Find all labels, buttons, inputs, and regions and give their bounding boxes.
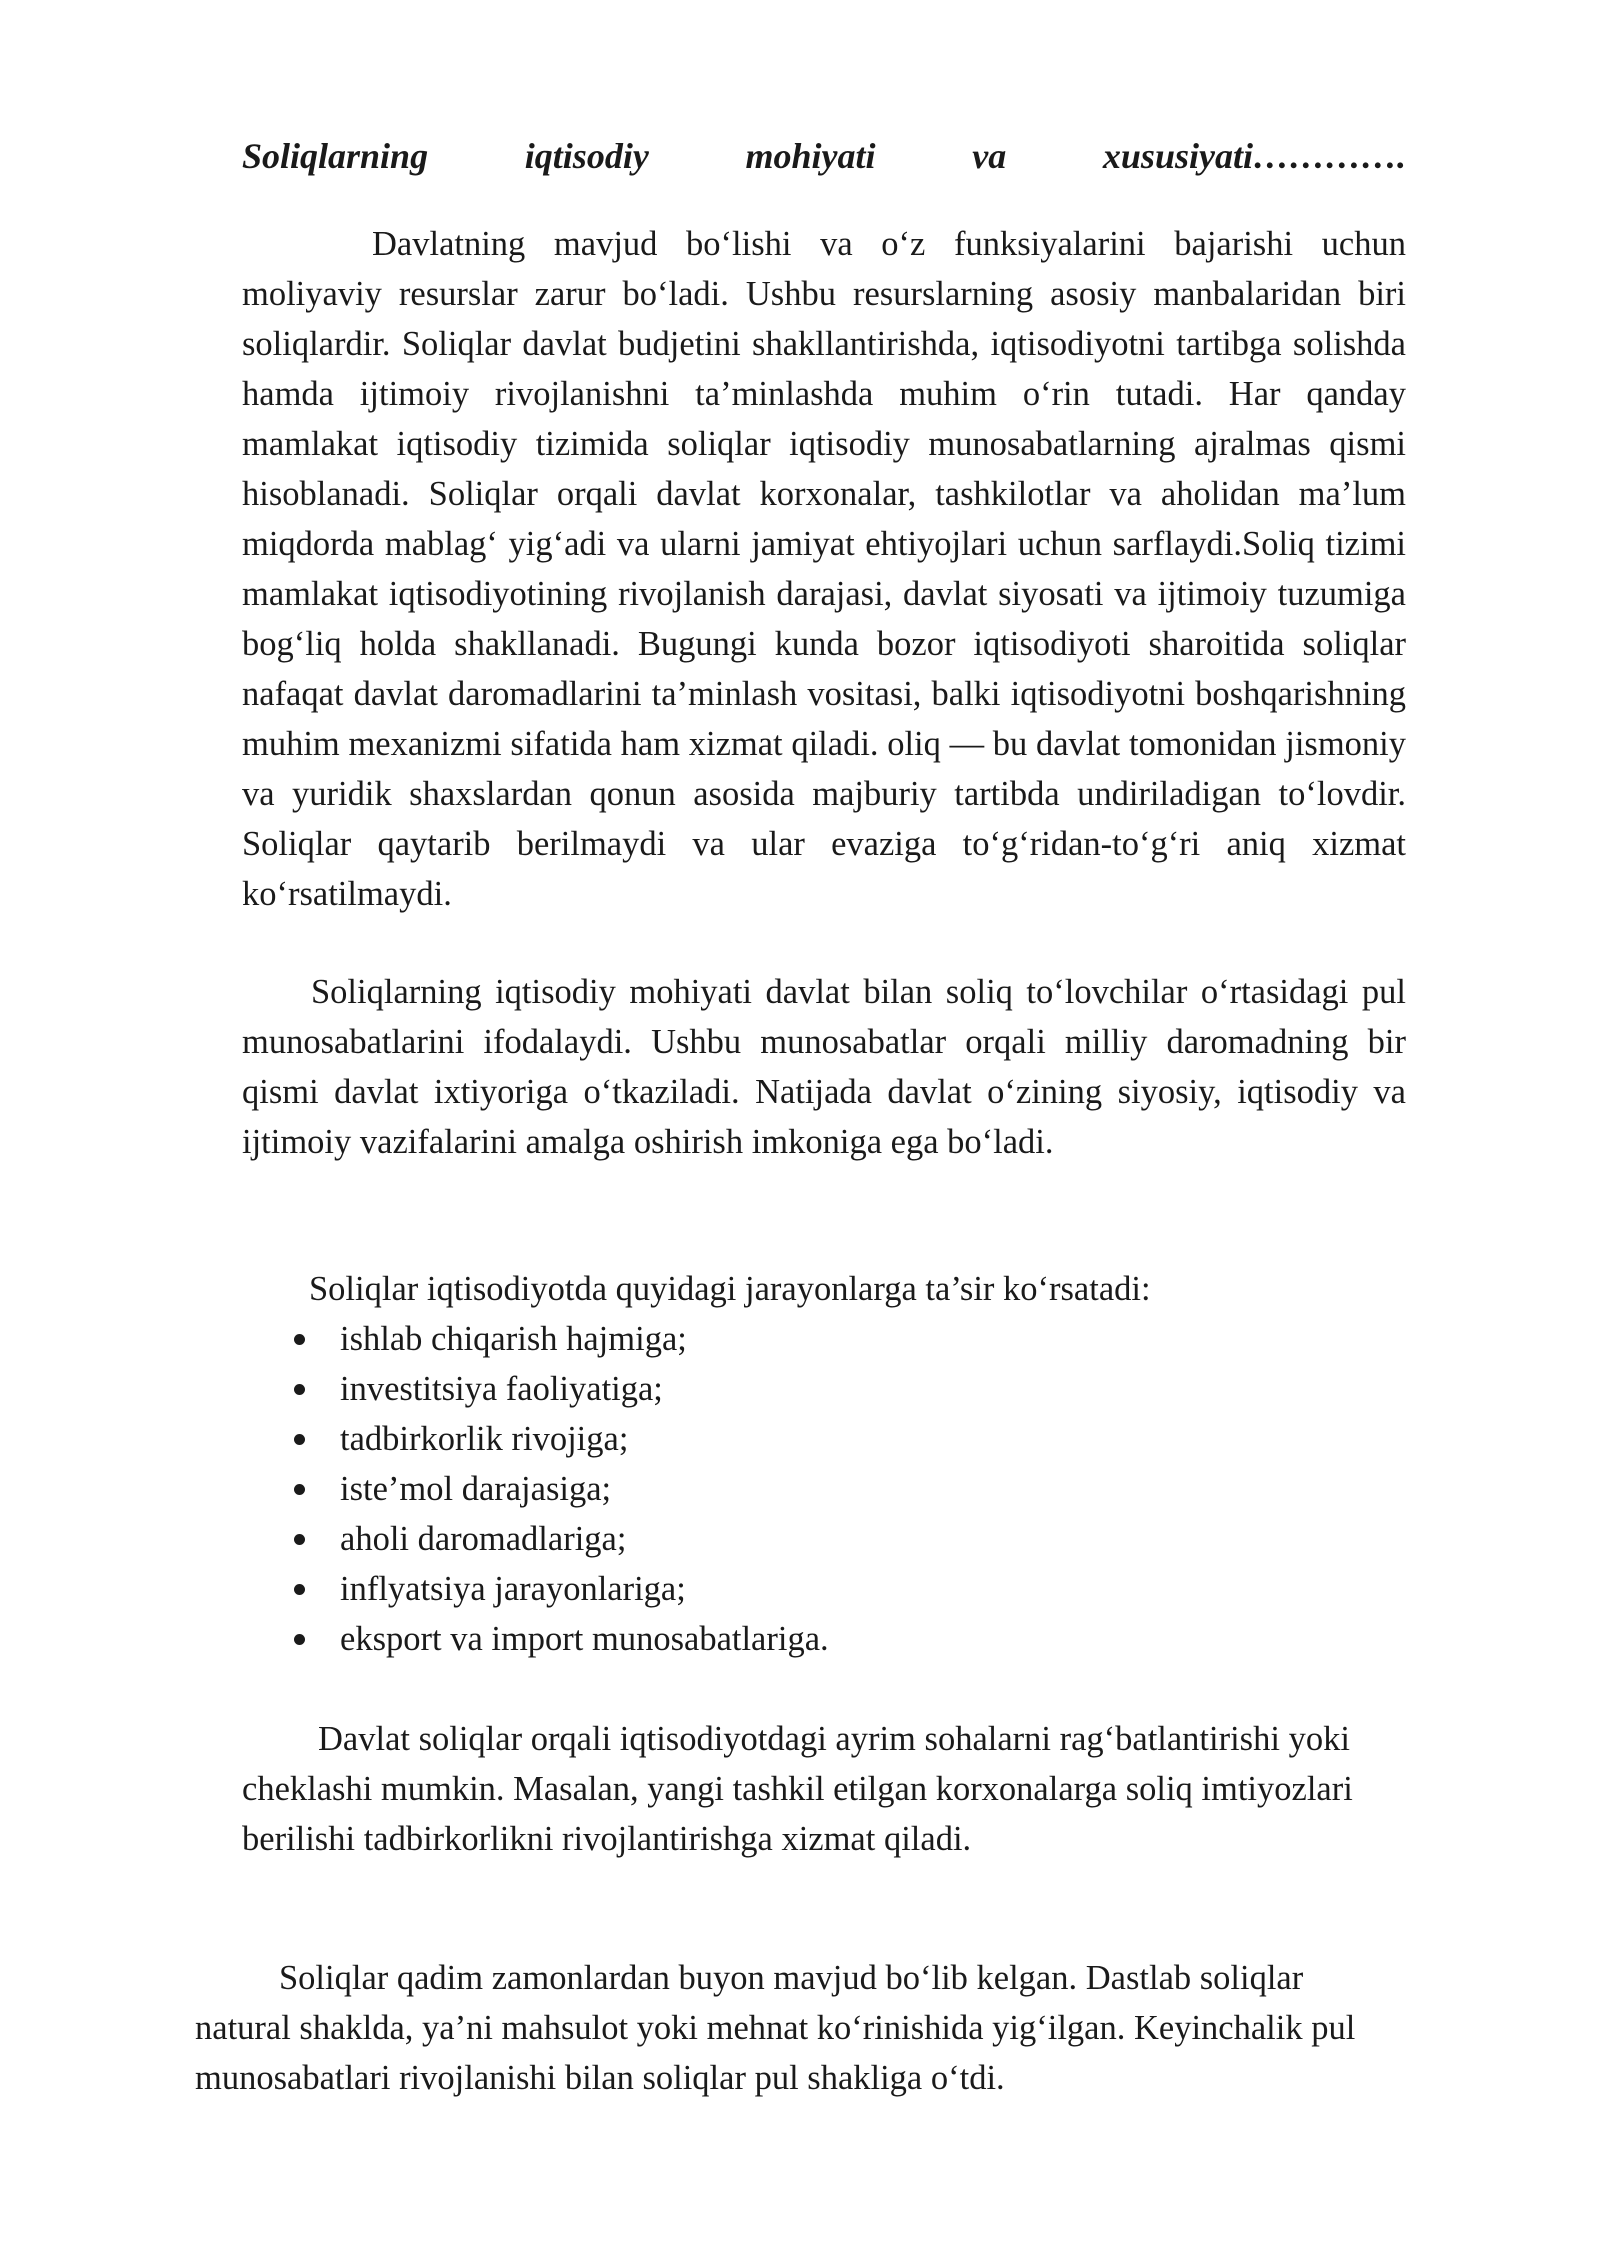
- heading-word: mohiyati: [745, 136, 876, 176]
- list-item-text: iste’mol darajasiga;: [340, 1470, 612, 1508]
- list-item-text: investitsiya faoliyatiga;: [340, 1370, 663, 1408]
- heading-word: iqtisodiy: [524, 136, 649, 176]
- bullet-icon: [294, 1484, 305, 1495]
- heading-word: xususiyati………….: [1102, 136, 1406, 176]
- paragraph-incentives: Davlat soliqlar orqali iqtisodiyotdagi ayrim sohalarni rag‘batlantirishi yoki cheklashi mumkin. Masalan, yangi tashkil etilgan korxonalarga soliq imtiyozlari berilishi tadbirkorlikni rivojlantirishga xizmat qiladi.: [242, 1720, 1353, 1858]
- list-item-text: ishlab chiqarish hajmiga;: [340, 1320, 687, 1358]
- bullet-list: [242, 1314, 1406, 1664]
- list-item-text: inflyatsiya jarayonlariga;: [340, 1570, 686, 1608]
- bullet-icon: [294, 1584, 305, 1595]
- heading-word: Soliqlarning: [242, 136, 429, 176]
- list-item: [242, 1464, 1406, 1514]
- paragraph-tax-definition: Davlatning mavjud bo‘lishi va o‘z funksiyalarini bajarishi uchun moliyaviy resurslar zarur bo‘ladi. Ushbu resurslarning asosiy manbalaridan biri soliqlardir. Soliqlar davlat budjetini shakllantirishda, iqtisodiyotni tartibga solishda hamda ijtimoiy rivojlanishni ta’minlashda muhim o‘rin tutadi. Har qanday mamlakat iqtisodiy tizimida soliqlar iqtisodiy munosabatlarning ajralmas qismi hisoblanadi. Soliqlar orqali davlat korxonalar, tashkilotlar va aholidan ma’lum miqdorda mablag‘ yig‘adi va ularni jamiyat ehtiyojlari uchun sarflaydi.Soliq tizimi mamlakat iqtisodiyotining rivojlanish darajasi, davlat siyosati va ijtimoiy tuzumiga bog‘liq holda shakllanadi. Bugungi kunda bozor iqtisodiyoti sharoitida soliqlar nafaqat davlat daromadlarini ta’minlash vositasi, balki iqtisodiyotni boshqarishning muhim mexanizmi sifatida ham xizmat qiladi. oliq — bu davlat tomonidan jismoniy va yuridik shaxslardan qonun asosida majburiy tartibda undiriladigan to‘lovdir. Soliqlar qaytarib berilmaydi va ular evaziga to‘g‘ridan-to‘g‘ri aniq xizmat ko‘rsatilmaydi.: [242, 225, 1406, 913]
- document-heading: [242, 134, 1406, 178]
- list-item: [242, 1564, 1406, 1614]
- bullet-icon: [294, 1384, 305, 1395]
- list-item: [242, 1614, 1406, 1664]
- list-item-text: aholi daromadlariga;: [340, 1520, 627, 1558]
- paragraph-economic-essence: Soliqlarning iqtisodiy mohiyati davlat bilan soliq to‘lovchilar o‘rtasidagi pul munosabatlarini ifodalaydi. Ushbu munosabatlar orqali milliy daromadning bir qismi davlat ixtiyoriga o‘tkaziladi. Natijada davlat o‘zining siyosiy, iqtisodiy va ijtimoiy vazifalarini amalga oshirish imkoniga ega bo‘ladi.: [242, 973, 1406, 1161]
- bullet-icon: [294, 1534, 305, 1545]
- bullet-icon: [294, 1334, 305, 1345]
- list-item-text: eksport va import munosabatlariga.: [340, 1620, 829, 1658]
- bullet-icon: [294, 1634, 305, 1645]
- paragraph-history: Soliqlar qadim zamonlardan buyon mavjud bo‘lib kelgan. Dastlab soliqlar natural shaklda, ya’ni mahsulot yoki mehnat ko‘rinishida yig‘ilgan. Keyinchalik pul munosabatlari rivojlanishi bilan soliqlar pul shakliga o‘tdi.: [195, 1959, 1356, 2097]
- list-item: [242, 1414, 1406, 1464]
- heading-word: va: [972, 136, 1007, 176]
- bullet-icon: [294, 1434, 305, 1445]
- list-item: [242, 1364, 1406, 1414]
- list-item: [242, 1514, 1406, 1564]
- list-item: [242, 1314, 1406, 1364]
- paragraph-list-intro: Soliqlar iqtisodiyotda quyidagi jarayonlarga ta’sir ko‘rsatadi:: [309, 1270, 1151, 1308]
- list-item-text: tadbirkorlik rivojiga;: [340, 1420, 629, 1458]
